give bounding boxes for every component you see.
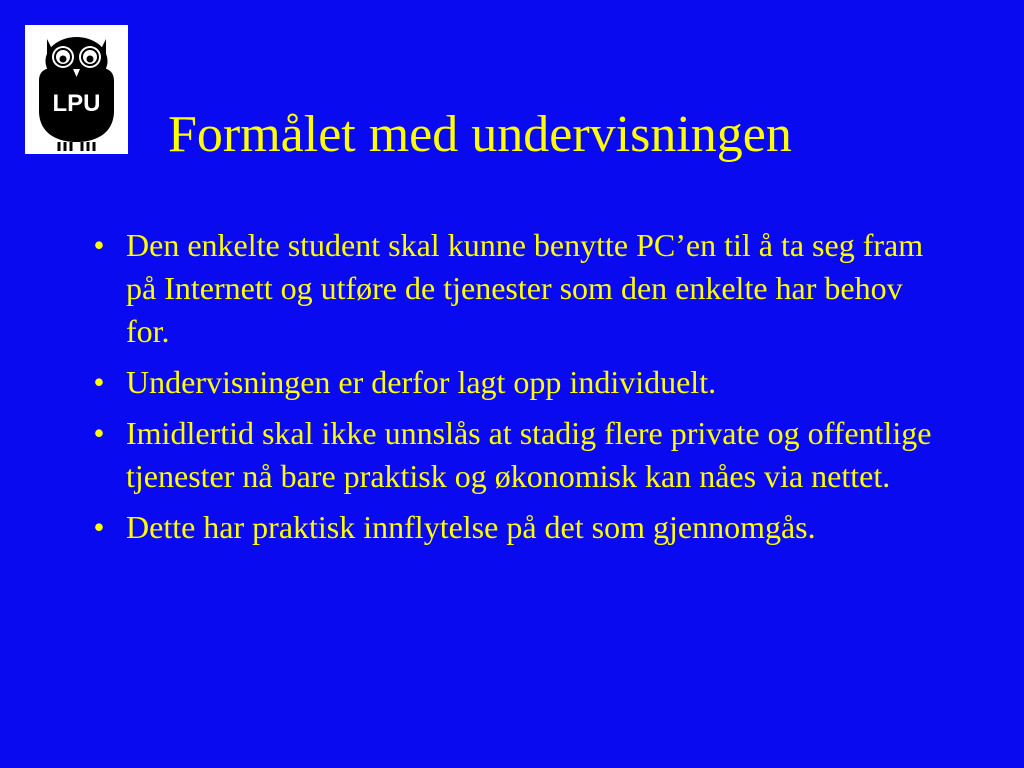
bullet-dot-icon: • <box>93 364 105 400</box>
bullet-item <box>84 506 944 549</box>
logo-text: LPU <box>52 90 101 117</box>
owl-icon <box>25 25 128 154</box>
bullet-text: Undervisningen er derfor lagt opp individuelt. <box>126 364 717 400</box>
bullet-list <box>84 224 944 557</box>
bullet-text: Imidlertid skal ikke unnslås at stadig flere private og offentlige tjenester nå bare praktisk og økonomisk kan nåes via nettet. <box>126 415 932 494</box>
bullet-item <box>84 224 944 353</box>
bullet-dot-icon: • <box>93 509 105 545</box>
bullet-item <box>84 361 944 404</box>
bullet-item <box>84 412 944 498</box>
bullet-dot-icon: • <box>93 415 105 451</box>
bullet-text: Den enkelte student skal kunne benytte PC’en til å ta seg fram på Internett og utføre de tjenester som den enkelte har behov for. <box>126 227 924 349</box>
slide-title: Formålet med undervisningen <box>168 106 792 163</box>
bullet-dot-icon: • <box>93 227 105 263</box>
bullet-text: Dette har praktisk innflytelse på det som gjennomgås. <box>126 509 816 545</box>
lpu-logo <box>25 25 128 154</box>
